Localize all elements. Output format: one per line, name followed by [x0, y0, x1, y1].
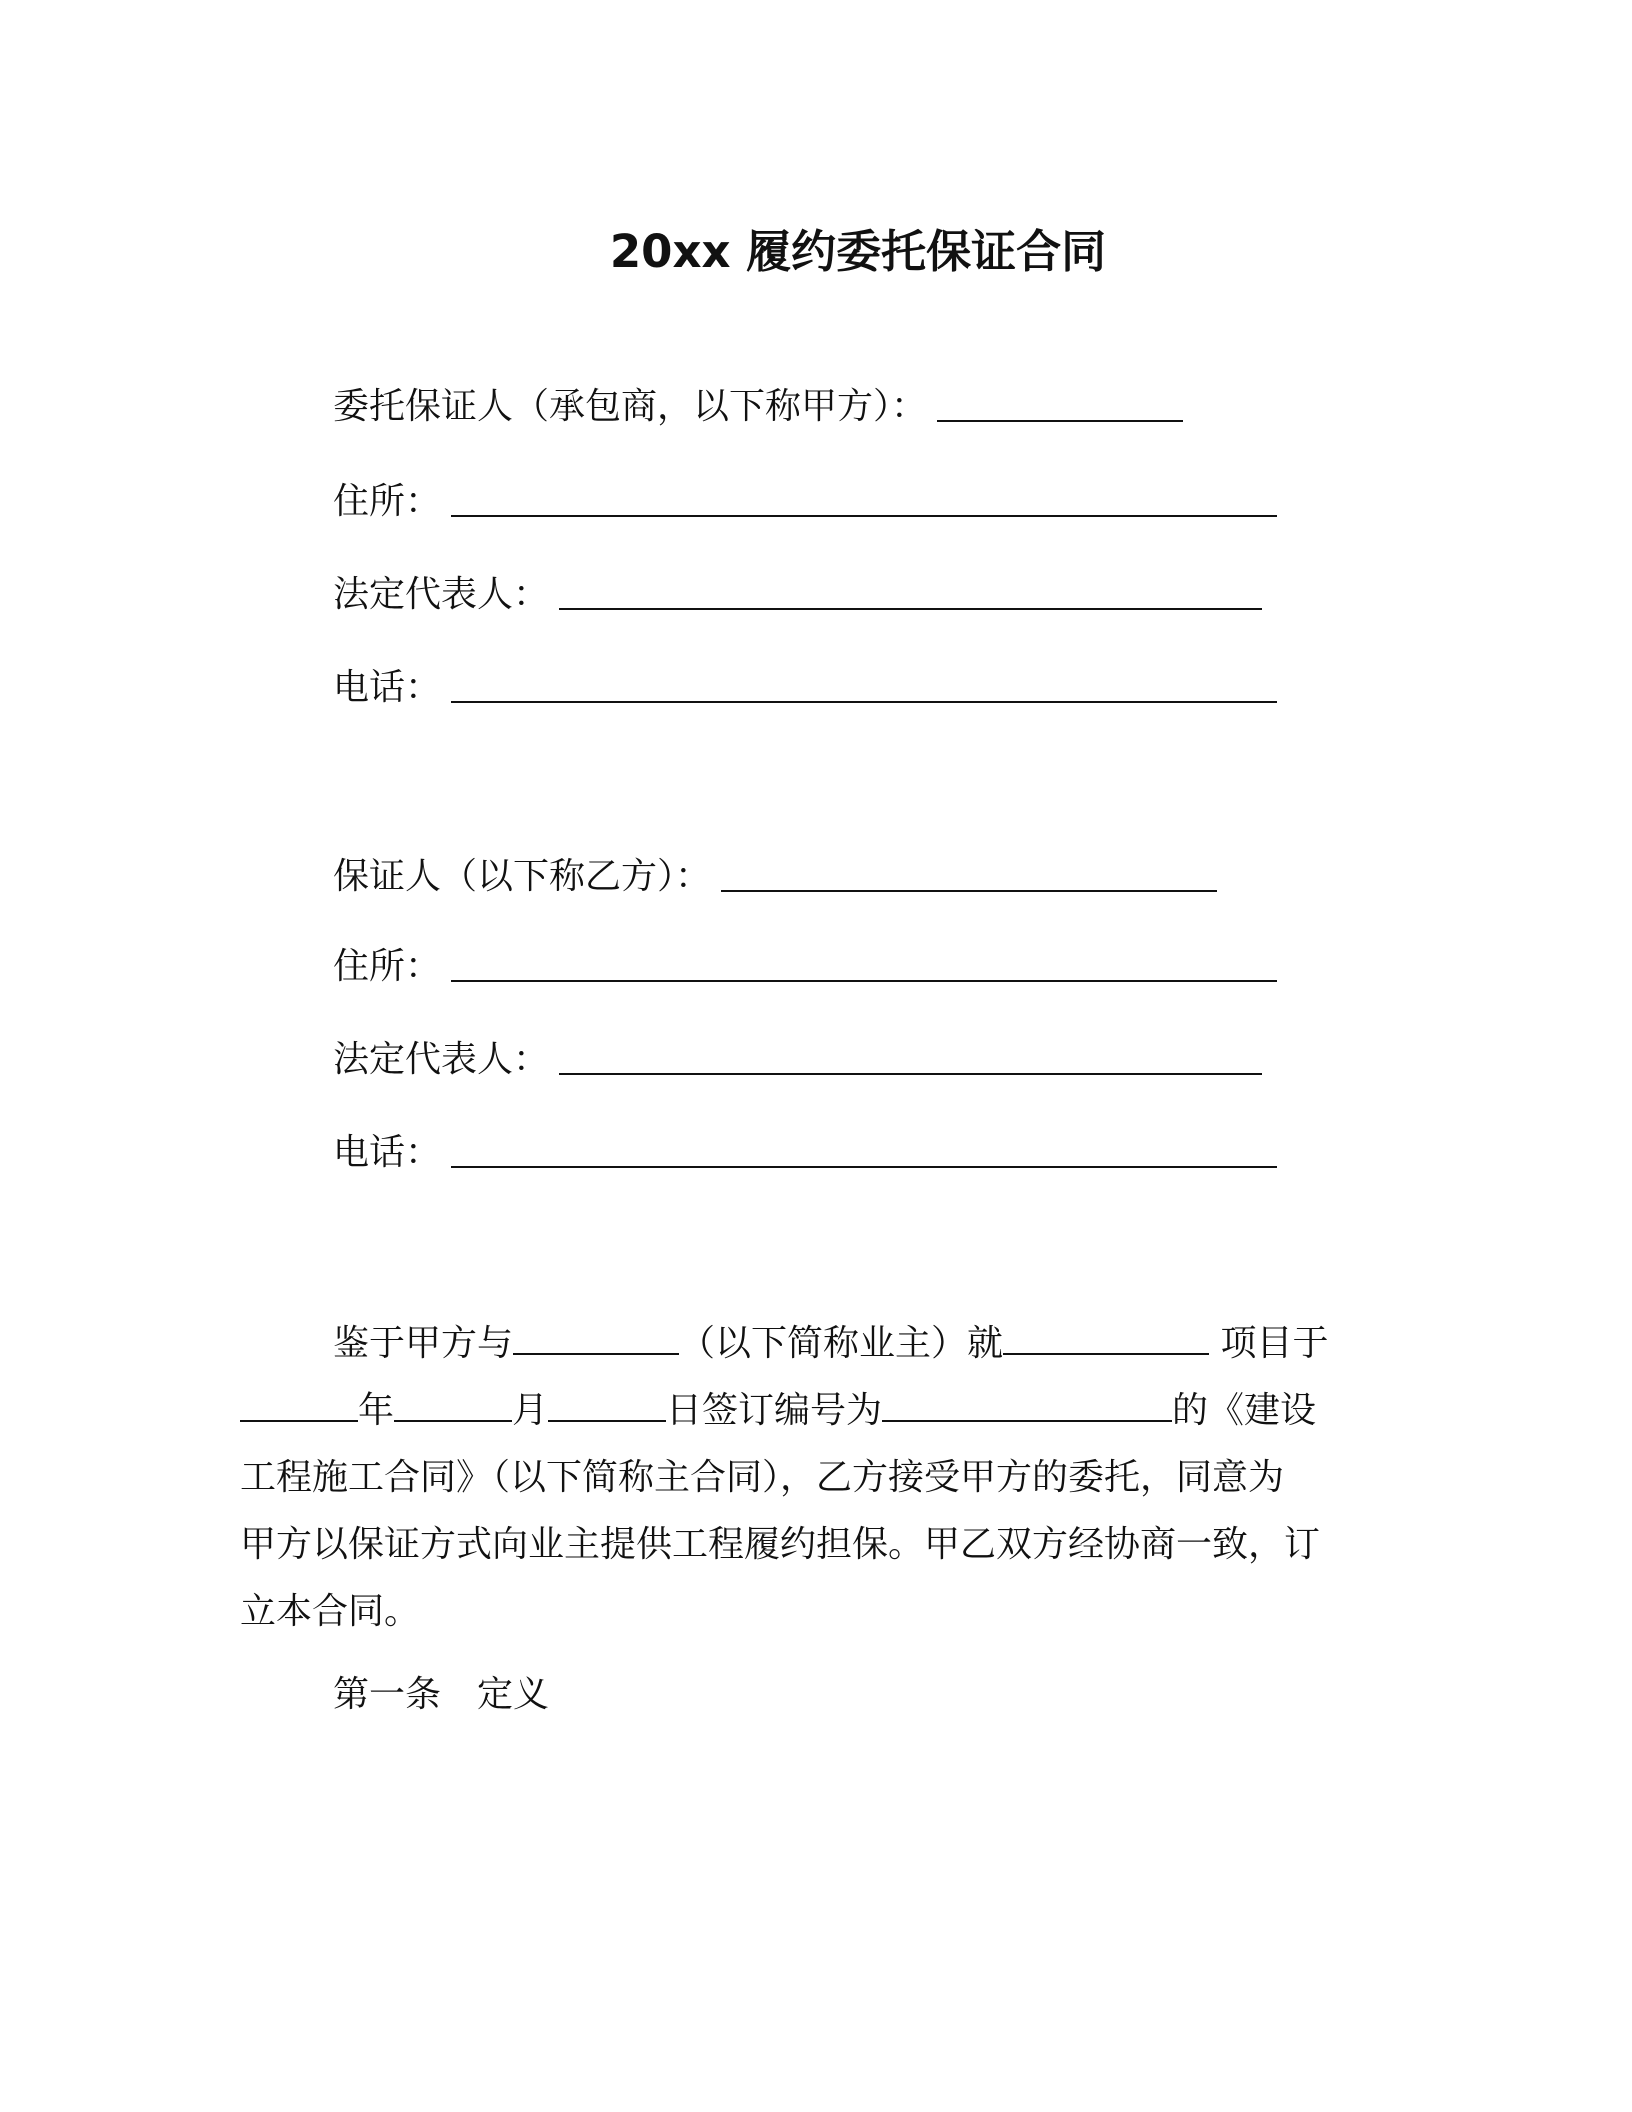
recital-line-1 — [240, 1310, 1360, 1377]
party-b-address-label: 住所： — [333, 946, 442, 987]
year-blank[interactable] — [240, 1394, 358, 1422]
party-a-address-blank[interactable] — [451, 515, 1277, 517]
party-a-legal-rep-label: 法定代表人： — [333, 574, 550, 615]
party-b-address-field — [333, 942, 1277, 992]
party-a-legal-rep-blank[interactable] — [559, 608, 1262, 610]
recital-line-5: 立本合同。 — [240, 1591, 421, 1632]
party-a-phone-blank[interactable] — [451, 701, 1277, 703]
party-a-phone-label: 电话： — [333, 667, 442, 708]
recital-seg-6: 日签订编号为 — [666, 1390, 883, 1431]
recital-line-3: 工程施工合同》（以下简称主合同），乙方接受甲方的委托，同意为 — [240, 1457, 1285, 1498]
party-b-guarantor-field — [333, 852, 1217, 902]
day-blank[interactable] — [548, 1394, 666, 1422]
party-b-legal-rep-blank[interactable] — [559, 1073, 1262, 1075]
party-b-address-blank[interactable] — [451, 980, 1277, 982]
party-b-guarantor-blank[interactable] — [721, 890, 1217, 892]
party-b-phone-label: 电话： — [333, 1132, 442, 1173]
document-title: 20xx 履约委托保证合同 — [609, 225, 1107, 278]
article-1-title: 定义 — [477, 1674, 550, 1715]
recital-seg-3: 项目于 — [1209, 1323, 1329, 1364]
owner-name-blank[interactable] — [513, 1327, 679, 1355]
recital-seg-2: （以下简称业主）就 — [679, 1323, 1004, 1364]
recital-seg-4: 年 — [358, 1390, 395, 1431]
party-b-guarantor-label: 保证人（以下称乙方）： — [333, 856, 712, 897]
party-a-principal-blank[interactable] — [937, 420, 1183, 422]
recital-paragraph — [240, 1310, 1360, 1645]
month-blank[interactable] — [394, 1394, 512, 1422]
article-1-number: 第一条 — [333, 1674, 442, 1715]
party-b-legal-rep-label: 法定代表人： — [333, 1039, 550, 1080]
article-1-heading — [333, 1670, 549, 1720]
recital-seg-5: 月 — [512, 1390, 549, 1431]
party-b-phone-blank[interactable] — [451, 1166, 1277, 1168]
recital-seg-1: 鉴于甲方与 — [333, 1323, 514, 1364]
party-a-principal-field — [333, 382, 1183, 432]
contract-number-blank[interactable] — [882, 1394, 1172, 1422]
recital-seg-7: 的《建设 — [1172, 1390, 1317, 1431]
party-a-address-label: 住所： — [333, 481, 442, 522]
project-name-blank[interactable] — [1003, 1327, 1209, 1355]
recital-line-4: 甲方以保证方式向业主提供工程履约担保。甲乙双方经协商一致，订 — [240, 1524, 1321, 1565]
party-a-address-field — [333, 477, 1277, 527]
party-a-legal-rep-field — [333, 570, 1262, 620]
party-b-legal-rep-field — [333, 1035, 1262, 1085]
recital-line-2 — [240, 1377, 1360, 1444]
party-b-phone-field — [333, 1128, 1277, 1178]
party-a-phone-field — [333, 663, 1277, 713]
party-a-principal-label: 委托保证人（承包商，以下称甲方）： — [333, 386, 928, 427]
